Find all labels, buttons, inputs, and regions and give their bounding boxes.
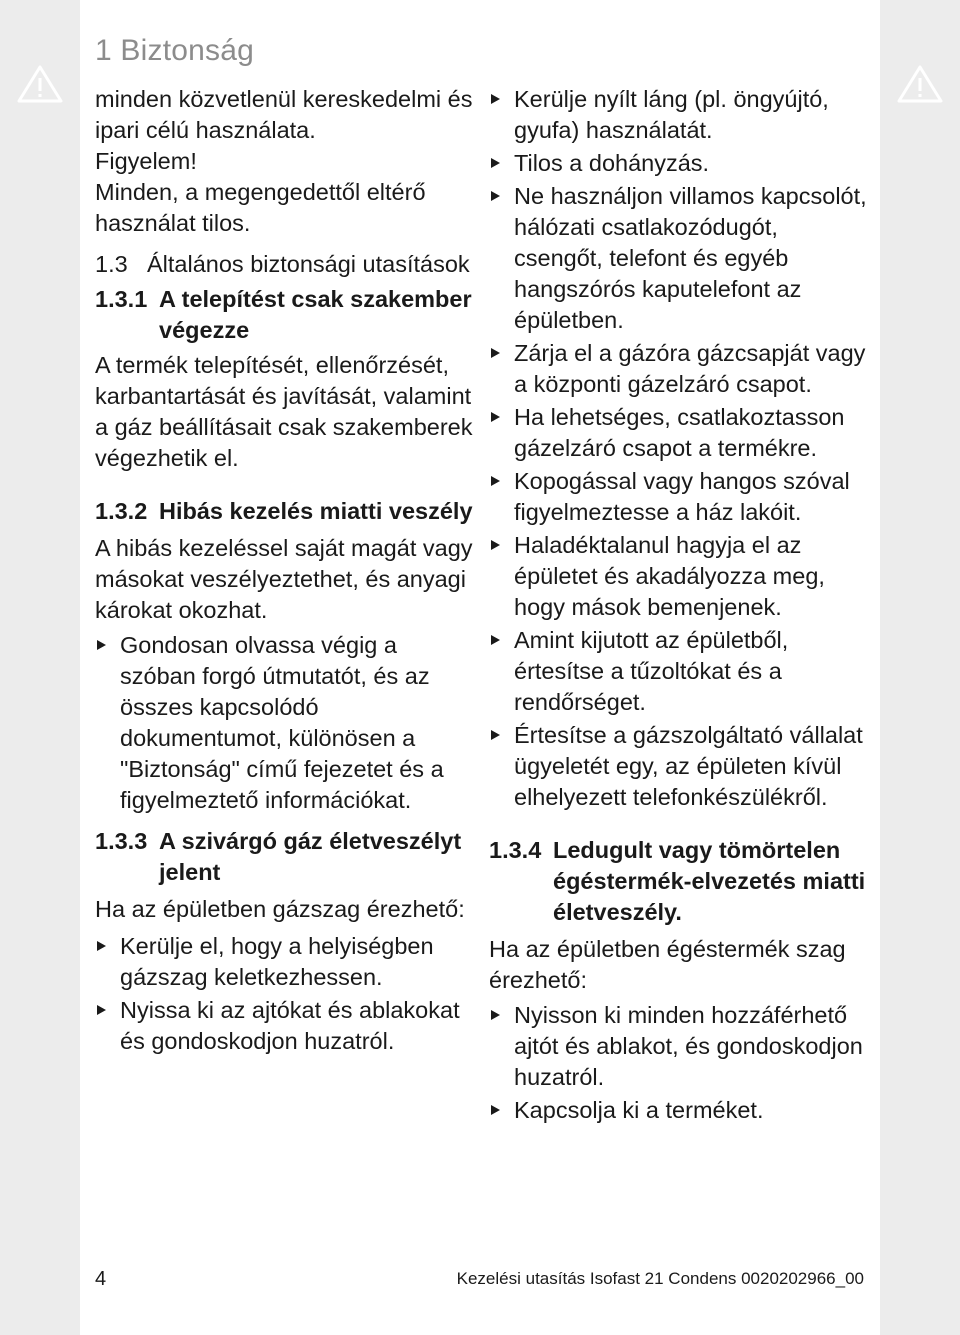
- section-body: Ha az épületben gázszag érezhető:: [95, 896, 465, 922]
- section-heading-1-3-3: [95, 826, 475, 888]
- section-body: A termék telepítését, ellenőrzését, karbantartását és javítását, valamint a gáz beállításait csak szakemberek végezhetik el.: [95, 352, 473, 471]
- list-item: Tilos a dohányzás.: [489, 148, 869, 179]
- document-info: Kezelési utasítás Isofast 21 Condens 0020202966_00: [456, 1269, 864, 1288]
- bullet-arrow-icon: [491, 540, 500, 550]
- list-item: Haladéktalanul hagyja el az épületet és akadályozza meg, hogy mások bemenjenek.: [489, 530, 869, 623]
- bullet-arrow-icon: [491, 348, 500, 358]
- warning-label: Figyelem!: [95, 148, 197, 174]
- list-item: Zárja el a gázóra gázcsapját vagy a központi gázelzáró csapot.: [489, 338, 869, 400]
- section-heading-1-3: [95, 249, 475, 280]
- section-title: Ledugult vagy tömörtelen égéstermék-elvezetés miatti életveszély.: [553, 837, 866, 925]
- list-item: Ha lehetséges, csatlakoztasson gázelzáró csapot a termékre.: [489, 402, 869, 464]
- bullet-list: [95, 931, 475, 1057]
- warning-triangle-icon: [896, 64, 944, 104]
- bullet-arrow-icon: [491, 476, 500, 486]
- left-column: [95, 84, 475, 1057]
- bullet-arrow-icon: [97, 941, 106, 951]
- page-number: 4: [95, 1268, 107, 1290]
- list-item: Kapcsolja ki a terméket.: [489, 1095, 869, 1126]
- chapter-title: 1 Biztonság: [95, 34, 254, 67]
- bullet-list: [489, 1000, 869, 1126]
- section-title: Általános biztonsági utasítások: [147, 251, 470, 277]
- bullet-arrow-icon: [491, 412, 500, 422]
- section-number: 1.3.2: [95, 498, 148, 524]
- list-item: Kopogással vagy hangos szóval figyelmeztesse a ház lakóit.: [489, 466, 869, 528]
- bullet-list: [489, 84, 869, 813]
- section-body: Ha az épületben égéstermék szag érezhető:: [489, 936, 846, 993]
- intro-paragraph: minden közvetlenül kereskedelmi és ipari célú használata.: [95, 86, 473, 143]
- section-heading-1-3-2: [95, 496, 475, 527]
- section-number: 1.3.4: [489, 837, 542, 863]
- list-item: Nyisson ki minden hozzáférhető ajtót és ablakot, és gondoskodjon huzatról.: [489, 1000, 869, 1093]
- right-column: [489, 84, 869, 1126]
- section-number: 1.3.3: [95, 828, 148, 854]
- list-item: Ne használjon villamos kapcsolót, hálózati csatlakozódugót, csengőt, telefont és egyéb hangszórós kaputelefont az épületben.: [489, 181, 869, 336]
- bullet-arrow-icon: [491, 158, 500, 168]
- bullet-arrow-icon: [491, 1010, 500, 1020]
- bullet-arrow-icon: [97, 1005, 106, 1015]
- bullet-arrow-icon: [491, 94, 500, 104]
- bullet-arrow-icon: [491, 730, 500, 740]
- section-title: Hibás kezelés miatti veszély: [159, 498, 473, 524]
- section-title: A telepítést csak szakember végezze: [159, 286, 472, 343]
- section-number: 1.3.1: [95, 286, 148, 312]
- list-item: Nyissa ki az ajtókat és ablakokat és gondoskodjon huzatról.: [95, 995, 475, 1057]
- list-item: Kerülje nyílt láng (pl. öngyújtó, gyufa) használatát.: [489, 84, 869, 146]
- bullet-list: [95, 630, 475, 816]
- list-item: Gondosan olvassa végig a szóban forgó útmutatót, és az összes kapcsolódó dokumentumot, különösen a "Biztonság" című fejezetet és a figyelmeztető információkat.: [95, 630, 475, 816]
- section-title: A szivárgó gáz életveszélyt jelent: [159, 828, 462, 885]
- left-margin-strip: [0, 0, 80, 1335]
- section-body: A hibás kezeléssel saját magát vagy másokat veszélyeztethet, és anyagi károkat okozhat.: [95, 535, 473, 623]
- right-margin-strip: [880, 0, 960, 1335]
- list-item: Kerülje el, hogy a helyiségben gázszag keletkezhessen.: [95, 931, 475, 993]
- warning-triangle-icon: [16, 64, 64, 104]
- warning-text: Minden, a megengedettől eltérő használat tilos.: [95, 179, 426, 236]
- bullet-arrow-icon: [491, 1105, 500, 1115]
- list-item: Amint kijutott az épületből, értesítse a tűzoltókat és a rendőrséget.: [489, 625, 869, 718]
- list-item: Értesítse a gázszolgáltató vállalat ügyeletét egy, az épületen kívül elhelyezett telefonkészülékről.: [489, 720, 869, 813]
- section-number: 1.3: [95, 251, 128, 277]
- bullet-arrow-icon: [491, 635, 500, 645]
- section-heading-1-3-1: [95, 284, 475, 346]
- section-heading-1-3-4: [489, 835, 869, 928]
- bullet-arrow-icon: [491, 191, 500, 201]
- bullet-arrow-icon: [97, 640, 106, 650]
